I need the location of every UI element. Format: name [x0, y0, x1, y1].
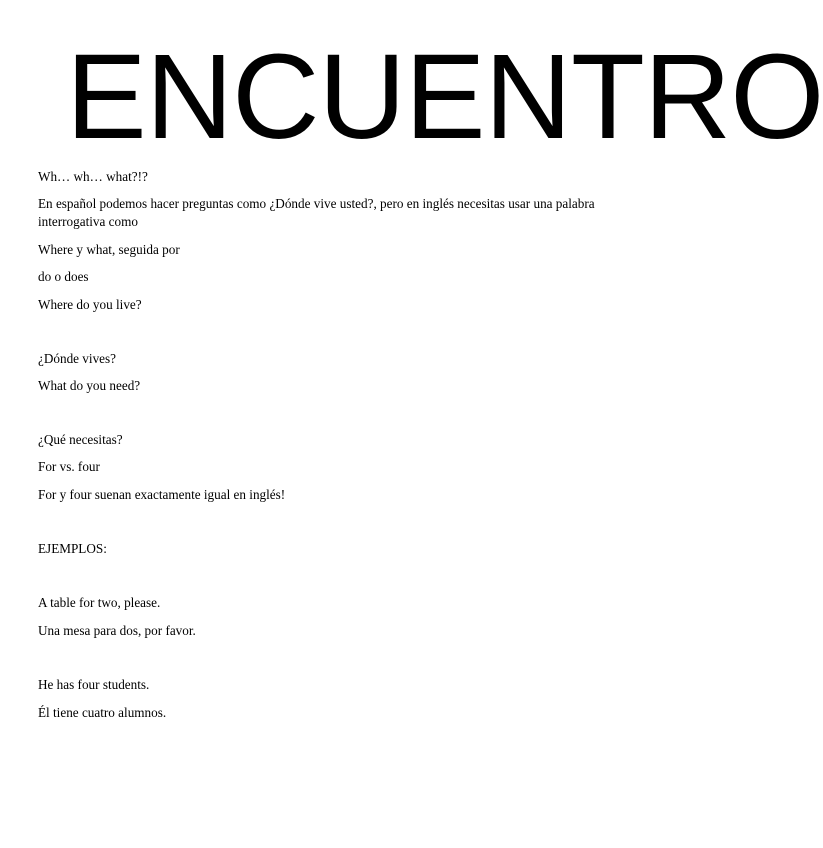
intro-paragraph: En español podemos hacer preguntas como ¿Dónde vive usted?, pero en inglés necesitas usar una palabra interrogativa como	[38, 196, 595, 229]
example-question-1-english: Where do you live?	[38, 297, 142, 312]
example-1-english: A table for two, please.	[38, 595, 161, 610]
for-vs-four-subheading: For vs. four	[38, 459, 100, 474]
examples-label: EJEMPLOS:	[38, 541, 107, 556]
example-question-2-spanish: ¿Qué necesitas?	[38, 432, 123, 447]
example-question-2-english: What do you need?	[38, 378, 141, 393]
document-title: ENCUENTRO	[66, 28, 823, 164]
section-heading: Wh… wh… what?!?	[38, 169, 148, 184]
example-2-spanish: Él tiene cuatro alumnos.	[38, 705, 167, 720]
do-does-line: do o does	[38, 269, 89, 284]
where-what-line: Where y what, seguida por	[38, 242, 180, 257]
for-four-note: For y four suenan exactamente igual en inglés!	[38, 487, 286, 502]
example-2-english: He has four students.	[38, 677, 150, 692]
example-question-1-spanish: ¿Dónde vives?	[38, 351, 116, 366]
example-1-spanish: Una mesa para dos, por favor.	[38, 623, 196, 638]
